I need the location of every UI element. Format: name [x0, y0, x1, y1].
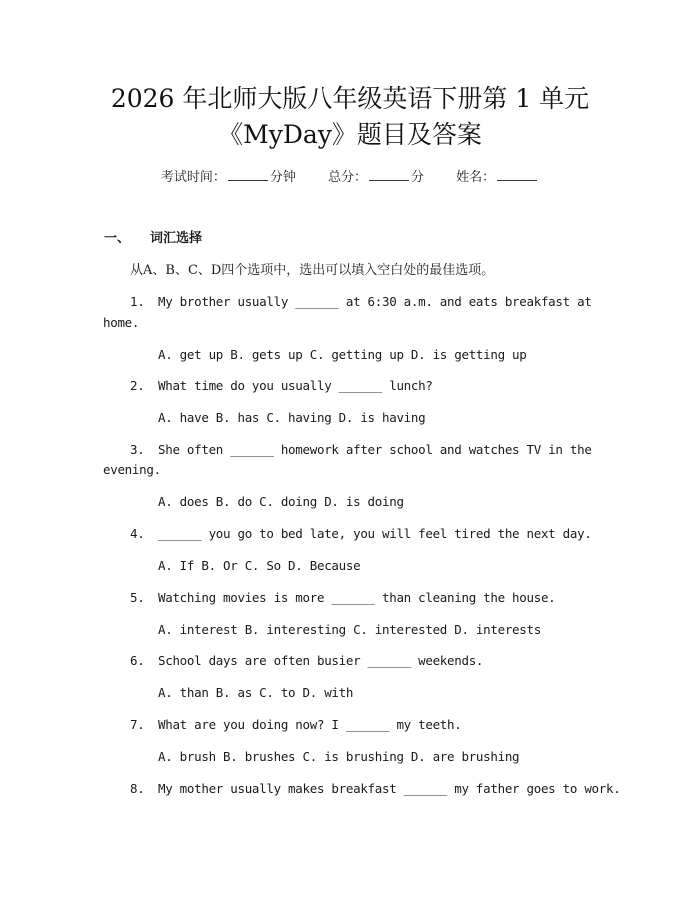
- question-1-continued: home.: [103, 315, 140, 330]
- section-instruction: 从A、B、C、D四个选项中，选出可以填入空白处的最佳选项。: [130, 263, 495, 278]
- question-number: 4.: [130, 526, 145, 541]
- exam-time-field: [161, 168, 296, 187]
- question-7: [130, 716, 461, 734]
- question-6-options: A. than B. as C. to D. with: [158, 685, 354, 700]
- question-number: 7.: [130, 717, 145, 732]
- exam-meta: [0, 168, 700, 187]
- question-number: 3.: [130, 442, 145, 457]
- question-number: 1.: [130, 294, 145, 309]
- question-3: [130, 441, 592, 459]
- exam-time-blank: [228, 168, 268, 181]
- question-number: 5.: [130, 590, 145, 605]
- question-1-options: A. get up B. gets up C. getting up D. is getting up: [158, 347, 527, 362]
- student-name-label: 姓名：: [456, 170, 496, 185]
- question-number: 8.: [130, 781, 145, 796]
- question-text: What time do you usually ______ lunch?: [158, 378, 433, 393]
- question-text: She often ______ homework after school and watches TV in the: [158, 442, 592, 457]
- question-4: [130, 525, 592, 543]
- question-5: [130, 589, 555, 607]
- question-text: ______ you go to bed late, you will feel tired the next day.: [158, 526, 592, 541]
- student-name-blank: [497, 168, 537, 181]
- total-score-field: [328, 168, 424, 187]
- question-2: [130, 377, 433, 395]
- question-4-options: A. If B. Or C. So D. Because: [158, 558, 361, 573]
- exam-time-unit: 分钟: [269, 170, 296, 185]
- student-name-field: [456, 168, 539, 187]
- total-score-blank: [369, 168, 409, 181]
- question-3-continued: evening.: [103, 462, 161, 477]
- document-title-line1: 2026 年北师大版八年级英语下册第 1 单元: [110, 84, 590, 113]
- question-2-options: A. have B. has C. having D. is having: [158, 410, 426, 425]
- section-title: 词汇选择: [150, 231, 203, 246]
- question-text: My brother usually ______ at 6:30 a.m. and eats breakfast at: [158, 294, 592, 309]
- question-text: School days are often busier ______ weekends.: [158, 653, 484, 668]
- section-heading: [104, 230, 202, 248]
- document-title-line2: 《MyDay》题目及答案: [218, 120, 482, 149]
- exam-time-label: 考试时间：: [160, 170, 226, 185]
- question-number: 6.: [130, 653, 145, 668]
- question-3-options: A. does B. do C. doing D. is doing: [158, 494, 404, 509]
- total-score-unit: 分: [411, 170, 425, 185]
- total-score-label: 总分：: [327, 170, 367, 185]
- question-7-options: A. brush B. brushes C. is brushing D. are brushing: [158, 749, 520, 764]
- question-text: Watching movies is more ______ than cleaning the house.: [158, 590, 556, 605]
- question-number: 2.: [130, 378, 145, 393]
- section-number: 一、: [104, 231, 131, 246]
- question-8: [130, 780, 620, 798]
- question-5-options: A. interest B. interesting C. interested D. interests: [158, 622, 541, 637]
- question-1: [130, 293, 592, 311]
- question-text: My mother usually makes breakfast ______ my father goes to work.: [158, 781, 621, 796]
- question-text: What are you doing now? I ______ my teeth.: [158, 717, 462, 732]
- question-6: [130, 652, 483, 670]
